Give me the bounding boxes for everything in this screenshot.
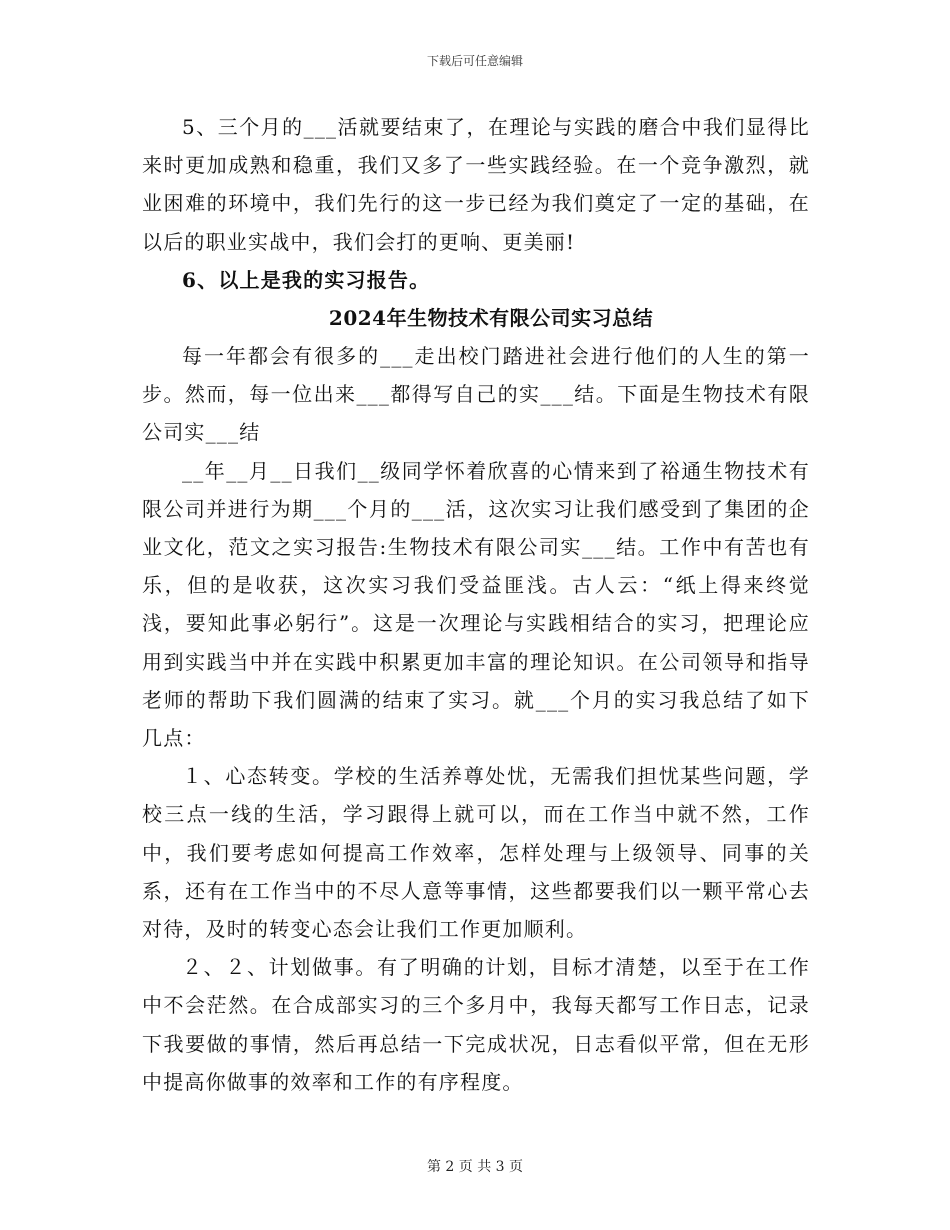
paragraph-point-1: １、心态转变。学校的生活养尊处忧，无需我们担忧某些问题，学校三点一线的生活，学习跟得上就可以，而在工作当中就不然，工作中，我们要考虑如何提高工作效率，怎样处理与上级领导、同事的关系，还有在工作当中的不尽人意等事情，这些都要我们以一颗平常心去对待，及时的转变心态会让我们工作更加顺利。 — [142, 764, 810, 942]
document-title: 2024年生物技术有限公司实习总结 — [328, 306, 654, 331]
document-body — [142, 108, 810, 1101]
paragraph-6-bold: 6、以上是我的实习报告。 — [182, 267, 431, 292]
paragraph-point-2: ２、２、计划做事。有了明确的计划，目标才清楚，以至于在工作中不会茫然。在合成部实习的三个多月中，我每天都写工作日志，记录下我要做的事情，然后再总结一下完成状况，日志看似平常，但在无形中提高你做事的效率和工作的有序程度。 — [142, 955, 810, 1094]
paragraph-body: __年__月__日我们__级同学怀着欣喜的心情来到了裕通生物技术有限公司并进行为期___个月的___活，这次实习让我们感受到了集团的企业文化，范文之实习报告:生物技术有限公司实___结。工作中有苦也有乐，但的是收获，这次实习我们受益匪浅。古人云：“纸上得来终觉浅，要知此事必躬行”。这是一次理论与实践相结合的实习，把理论应用到实践当中并在实践中积累更加丰富的理论知识。在公司领导和指导老师的帮助下我们圆满的结束了实习。就___个月的实习我总结了如下几点： — [142, 458, 810, 751]
paragraph-5: 5、三个月的___活就要结束了，在理论与实践的磨合中我们显得比来时更加成熟和稳重，我们又多了一些实践经验。在一个竞争激烈，就业困难的环境中，我们先行的这一步已经为我们奠定了一定的基础，在以后的职业实战中，我们会打的更响、更美丽! — [142, 115, 810, 254]
paragraph-intro: 每一年都会有很多的___走出校门踏进社会进行他们的人生的第一步。然而，每一位出来___都得写自己的实___结。下面是生物技术有限公司实___结 — [142, 344, 810, 445]
page-footer: 第 2 页 共 3 页 — [426, 1159, 524, 1175]
page-header: 下载后可任意编辑 — [426, 54, 523, 68]
